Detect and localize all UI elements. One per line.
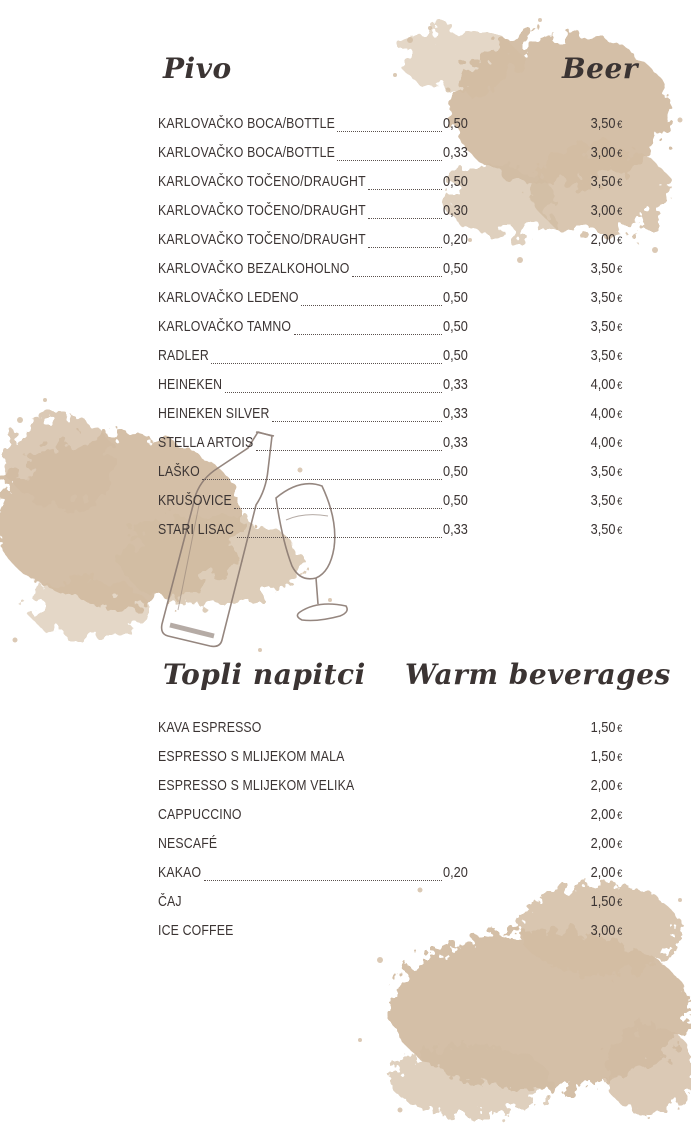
menu-item-volume: 0,33 — [443, 376, 468, 393]
price-value: 2,00 — [590, 864, 616, 881]
warm-title-en: Warm beverages — [405, 658, 671, 691]
menu-item-volume: 0,30 — [443, 202, 468, 219]
warm-price-list — [158, 716, 628, 948]
price-value: 1,50 — [590, 748, 616, 765]
menu-item-price — [590, 202, 622, 219]
menu-item-price — [590, 260, 622, 277]
menu-item-price — [590, 864, 622, 881]
menu-item-volume: 0,50 — [443, 347, 468, 364]
menu-item-volume: 0,33 — [443, 144, 468, 161]
menu-item-row — [158, 832, 628, 861]
currency-symbol: € — [616, 351, 622, 363]
menu-item-price — [590, 719, 622, 736]
menu-item-price — [590, 922, 622, 939]
menu-item-row — [158, 228, 628, 257]
currency-symbol: € — [616, 525, 622, 537]
price-value: 3,50 — [590, 318, 616, 335]
price-value: 3,50 — [590, 463, 616, 480]
warm-title-local: Topli napitci — [163, 658, 366, 691]
price-value: 3,50 — [590, 492, 616, 509]
currency-symbol: € — [616, 868, 622, 880]
leader-dots — [204, 864, 442, 881]
menu-item-price — [590, 115, 622, 132]
menu-item-volume: 0,33 — [443, 405, 468, 422]
price-value: 3,50 — [590, 521, 616, 538]
leader-dots — [202, 463, 442, 480]
currency-symbol: € — [616, 926, 622, 938]
menu-item-name: HEINEKEN SILVER — [158, 405, 270, 422]
menu-item-price — [590, 777, 622, 794]
currency-symbol: € — [616, 752, 622, 764]
menu-item-price — [590, 289, 622, 306]
menu-item-price — [590, 748, 622, 765]
leader-dots — [368, 231, 442, 248]
menu-item-price — [590, 318, 622, 335]
menu-item-price — [590, 347, 622, 364]
menu-item-price — [590, 405, 622, 422]
menu-item-name: ČAJ — [158, 893, 182, 910]
menu-item-row — [158, 890, 628, 919]
leader-dots — [368, 202, 442, 219]
menu-item-name: HEINEKEN — [158, 376, 223, 393]
currency-symbol: € — [616, 723, 622, 735]
menu-item-row — [158, 373, 628, 402]
menu-item-name: KARLOVAČKO BOCA/BOTTLE — [158, 144, 335, 161]
currency-symbol: € — [616, 322, 622, 334]
menu-item-volume: 0,50 — [443, 289, 468, 306]
menu-item-price — [590, 492, 622, 509]
menu-item-row — [158, 315, 628, 344]
menu-item-volume: 0,33 — [443, 521, 468, 538]
menu-item-name: LAŠKO — [158, 463, 200, 480]
price-value: 1,50 — [590, 893, 616, 910]
currency-symbol: € — [616, 810, 622, 822]
currency-symbol: € — [616, 148, 622, 160]
menu-item-name: STARI LISAC — [158, 521, 235, 538]
menu-item-row — [158, 489, 628, 518]
menu-item-name: KARLOVAČKO TOČENO/DRAUGHT — [158, 202, 366, 219]
menu-item-row — [158, 431, 628, 460]
menu-item-row — [158, 170, 628, 199]
menu-item-row — [158, 803, 628, 832]
price-value: 3,00 — [590, 202, 616, 219]
currency-symbol: € — [616, 119, 622, 131]
leader-dots — [237, 521, 442, 538]
price-value: 2,00 — [590, 777, 616, 794]
menu-item-row — [158, 199, 628, 228]
price-value: 1,50 — [590, 719, 616, 736]
price-value: 4,00 — [590, 376, 616, 393]
menu-item-volume: 0,20 — [443, 231, 468, 248]
currency-symbol: € — [616, 293, 622, 305]
menu-item-name: RADLER — [158, 347, 209, 364]
leader-dots — [337, 115, 442, 132]
currency-symbol: € — [616, 380, 622, 392]
menu-item-volume: 0,50 — [443, 463, 468, 480]
menu-item-row — [158, 460, 628, 489]
leader-dots — [368, 173, 442, 190]
leader-dots — [337, 144, 442, 161]
menu-item-name: KRUŠOVICE — [158, 492, 232, 509]
menu-item-row — [158, 518, 628, 547]
leader-dots — [301, 289, 442, 306]
menu-item-price — [590, 434, 622, 451]
menu-item-price — [590, 173, 622, 190]
currency-symbol: € — [616, 781, 622, 793]
menu-item-volume: 0,33 — [443, 434, 468, 451]
menu-item-price — [590, 231, 622, 248]
menu-item-name: KARLOVAČKO LEDENO — [158, 289, 299, 306]
price-value: 3,50 — [590, 260, 616, 277]
menu-item-name: ICE COFFEE — [158, 922, 234, 939]
menu-item-name: KARLOVAČKO TAMNO — [158, 318, 292, 335]
menu-item-name: ESPRESSO S MLIJEKOM MALA — [158, 748, 345, 765]
menu-item-name: KAVA ESPRESSO — [158, 719, 262, 736]
menu-item-volume: 0,50 — [443, 492, 468, 509]
beer-title-local: Pivo — [163, 52, 232, 85]
price-value: 3,50 — [590, 173, 616, 190]
price-value: 4,00 — [590, 405, 616, 422]
currency-symbol: € — [616, 177, 622, 189]
menu-item-row — [158, 141, 628, 170]
menu-item-name: KARLOVAČKO TOČENO/DRAUGHT — [158, 173, 366, 190]
menu-item-volume: 0,50 — [443, 260, 468, 277]
currency-symbol: € — [616, 438, 622, 450]
leader-dots — [211, 347, 442, 364]
menu-item-volume: 0,20 — [443, 864, 468, 881]
menu-item-row — [158, 286, 628, 315]
menu-item-row — [158, 774, 628, 803]
menu-item-name: STELLA ARTOIS — [158, 434, 254, 451]
menu-item-name: CAPPUCCINO — [158, 806, 242, 823]
price-value: 3,00 — [590, 144, 616, 161]
leader-dots — [256, 434, 442, 451]
leader-dots — [352, 260, 442, 277]
price-value: 3,00 — [590, 922, 616, 939]
menu-item-name: KARLOVAČKO TOČENO/DRAUGHT — [158, 231, 366, 248]
menu-item-volume: 0,50 — [443, 115, 468, 132]
menu-item-price — [590, 144, 622, 161]
beer-price-list — [158, 112, 628, 547]
menu-item-price — [590, 893, 622, 910]
leader-dots — [294, 318, 442, 335]
leader-dots — [234, 492, 442, 509]
leader-dots — [225, 376, 442, 393]
currency-symbol: € — [616, 839, 622, 851]
menu-item-name: KAKAO — [158, 864, 202, 881]
price-value: 2,00 — [590, 835, 616, 852]
menu-item-name: KARLOVAČKO BOCA/BOTTLE — [158, 115, 335, 132]
menu-item-name: ESPRESSO S MLIJEKOM VELIKA — [158, 777, 355, 794]
menu-item-row — [158, 344, 628, 373]
menu-item-row — [158, 919, 628, 948]
menu-item-price — [590, 835, 622, 852]
menu-item-volume: 0,50 — [443, 318, 468, 335]
currency-symbol: € — [616, 206, 622, 218]
price-value: 3,50 — [590, 115, 616, 132]
menu-item-row — [158, 402, 628, 431]
menu-item-row — [158, 861, 628, 890]
menu-item-price — [590, 806, 622, 823]
menu-item-row — [158, 112, 628, 141]
currency-symbol: € — [616, 496, 622, 508]
menu-item-row — [158, 716, 628, 745]
menu-item-name: NESCAFÉ — [158, 835, 218, 852]
menu-item-row — [158, 257, 628, 286]
menu-item-row — [158, 745, 628, 774]
price-value: 2,00 — [590, 231, 616, 248]
currency-symbol: € — [616, 409, 622, 421]
price-value: 2,00 — [590, 806, 616, 823]
price-value: 3,50 — [590, 289, 616, 306]
price-value: 3,50 — [590, 347, 616, 364]
currency-symbol: € — [616, 264, 622, 276]
currency-symbol: € — [616, 467, 622, 479]
menu-item-volume: 0,50 — [443, 173, 468, 190]
menu-item-price — [590, 521, 622, 538]
menu-item-name: KARLOVAČKO BEZALKOHOLNO — [158, 260, 350, 277]
menu-item-price — [590, 463, 622, 480]
leader-dots — [272, 405, 442, 422]
price-value: 4,00 — [590, 434, 616, 451]
currency-symbol: € — [616, 897, 622, 909]
currency-symbol: € — [616, 235, 622, 247]
menu-item-price — [590, 376, 622, 393]
beer-title-en: Beer — [562, 52, 639, 85]
